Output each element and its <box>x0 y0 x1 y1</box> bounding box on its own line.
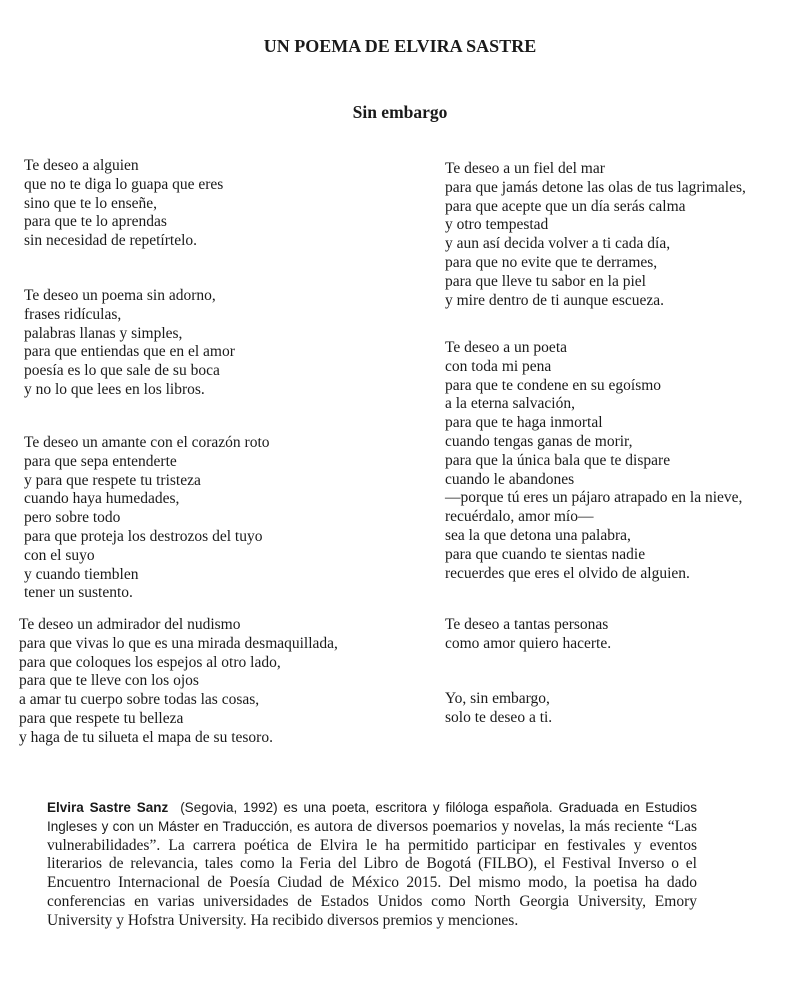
poem-line: para que vivas lo que es una mirada desmaquillada, <box>19 634 338 652</box>
stanza-left-4 <box>19 616 338 748</box>
poem-line: para que proteja los destrozos del tuyo <box>24 527 263 545</box>
poem-line: como amor quiero hacerte. <box>445 634 612 652</box>
poem-line: recuérdalo, amor mío— <box>445 508 594 526</box>
poem-line: —porque tú eres un pájaro atrapado en la nieve, <box>445 489 743 507</box>
poem-line: poesía es lo que sale de su boca <box>24 362 220 380</box>
poem-line: sin necesidad de repetírtelo. <box>24 232 198 250</box>
poem-line: y mire dentro de ti aunque escueza. <box>445 291 665 309</box>
author-bio <box>47 799 697 931</box>
poem-line: recuerdes que eres el olvido de alguien. <box>445 564 690 582</box>
poem-line: para que coloques los espejos al otro lado, <box>19 653 281 671</box>
poem-line: Te deseo a un fiel del mar <box>445 160 605 177</box>
stanza-right-2 <box>445 339 742 583</box>
poem-line: para que te lleve con los ojos <box>19 672 199 690</box>
poem-line: Te deseo un poema sin adorno, <box>24 287 216 304</box>
poem-line: Te deseo a alguien <box>24 157 139 174</box>
poem-line: solo te deseo a ti. <box>445 708 553 726</box>
poem-line: para que te haga inmortal <box>445 414 603 432</box>
poem-line: y otro tempestad <box>445 216 549 234</box>
stanza-left-1 <box>24 157 223 251</box>
stanza-right-3 <box>445 616 611 654</box>
poem-line: palabras llanas y simples, <box>24 324 183 342</box>
poem-line: para que no evite que te derrames, <box>445 253 658 271</box>
poem-title: Sin embargo <box>352 102 448 122</box>
poem-line: y no lo que lees en los libros. <box>24 380 205 398</box>
poem-line: para que cuando te sientas nadie <box>445 545 646 563</box>
poem-line: Yo, sin embargo, <box>445 690 550 707</box>
poem-line: cuando haya humedades, <box>24 490 180 508</box>
poem-line: pero sobre todo <box>24 509 121 527</box>
poem-line: y cuando tiemblen <box>24 565 139 583</box>
poem-line: y aun así decida volver a ti cada día, <box>445 235 671 253</box>
poem-line: para que sepa entenderte <box>24 452 177 470</box>
poem-line: frases ridículas, <box>24 305 122 323</box>
poem-line: que no te diga lo guapa que eres <box>24 175 224 193</box>
stanza-right-1 <box>445 160 746 310</box>
poem-line: para que te lo aprendas <box>24 213 167 231</box>
poem-line: a amar tu cuerpo sobre todas las cosas, <box>19 691 260 709</box>
poem-line: para que lleve tu sabor en la piel <box>445 272 646 290</box>
poem-line: con toda mi pena <box>445 357 552 375</box>
stanza-left-3 <box>24 434 270 603</box>
poem-line: para que entiendas que en el amor <box>24 343 235 361</box>
poem-line: y para que respete tu tristeza <box>24 471 201 489</box>
poem-line: a la eterna salvación, <box>445 395 575 413</box>
poem-line: Te deseo a tantas personas <box>445 616 609 633</box>
poem-line: y haga de tu silueta el mapa de su tesoro. <box>19 728 273 746</box>
poem-line: para que respete tu belleza <box>19 709 184 727</box>
bio-text-sans: (Segovia, 1992) es una poeta, escritora y filóloga española. Graduada en Estudios Ingleses y con un Máster en Traducción, <box>47 800 697 834</box>
poem-line: sea la que detona una palabra, <box>445 526 631 544</box>
poem-line: para que acepte que un día serás calma <box>445 197 686 215</box>
poem-line: cuando le abandones <box>445 470 575 488</box>
poem-line: sino que te lo enseñe, <box>24 194 158 212</box>
poem-line: cuando tengas ganas de morir, <box>445 432 633 450</box>
stanza-left-2 <box>24 287 235 400</box>
stanza-right-4 <box>445 690 552 728</box>
poem-line: para que te condene en su egoísmo <box>445 376 662 394</box>
poem-line: tener un sustento. <box>24 584 133 602</box>
page-title: UN POEMA DE ELVIRA SASTRE <box>263 36 537 56</box>
poem-line: Te deseo un admirador del nudismo <box>19 616 241 633</box>
poem-line: Te deseo un amante con el corazón roto <box>24 434 270 451</box>
poem-line: para que la única bala que te dispare <box>445 451 671 469</box>
poem-line: Te deseo a un poeta <box>445 339 568 356</box>
author-name: Elvira Sastre Sanz <box>47 800 169 815</box>
poem-line: con el suyo <box>24 546 95 564</box>
bio-text: es autora de diversos poemarios y novelas, la más reciente “Las vulnerabilidades”. La carrera poética de Elvira le ha permitido participar en festivales y eventos literarios de relevancia, tales como la Feria del Libro de Bogotá (FILBO), el Festival Inverso o el Encuentro Internacional de Poesía Ciudad de México 2015. Del mismo modo, la poetisa ha dado conferencias en varias universidades de Estados Unidos como North Georgia University, Emory University y Hofstra University. Ha recibido diversos premios y menciones. <box>47 817 697 929</box>
poem-line: para que jamás detone las olas de tus lagrimales, <box>445 178 746 196</box>
